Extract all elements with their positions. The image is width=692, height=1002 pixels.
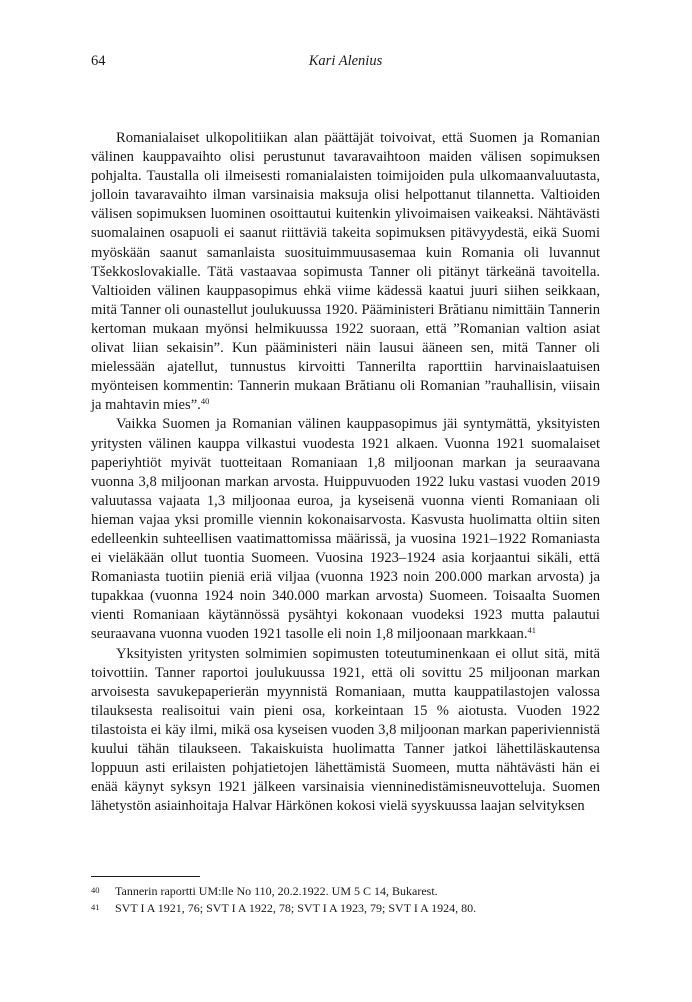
- running-title-author: Kari Alenius: [308, 53, 383, 69]
- paragraph: [91, 129, 600, 415]
- footnote-reference: 40: [200, 396, 210, 407]
- footnote: [91, 900, 600, 917]
- footnote-text: SVT I A 1921, 76; SVT I A 1922, 78; SVT I A 1923, 79; SVT I A 1924, 80.: [115, 901, 477, 915]
- footnote-reference: 41: [527, 625, 536, 636]
- paragraph-text: Romanialaiset ulkopolitiikan alan päättäjät toivoivat, että Suomen ja Romanian välinen kauppavaihto olisi perustunut tavaravaihtoon maiden välisen sopimuksen pohjalta. Taustalla oli ilmeisesti romanialaisten toimijoiden pula ulkomaanvaluutasta, jolloin tavaravaihto ilman varsinaisia maksuja olisi helpottanut tilannetta. Valtioiden välisen sopimuksen luominen osoittautui kuitenkin ylivoimaisen vaikeaksi. Nähtävästi suomalainen osapuoli ei saanut riittäviä takeita sopimuksen pitävyydestä, eikä Suomi myöskään saanut samanlaista suosituimmuusasemaa kuin Romania oli luvannut Tšekkoslovakialle. Tätä vastaavaa sopimusta Tanner oli pitänyt tärkeänä tavoitella. Valtioiden välinen kauppasopimus ehkä viime kädessä kaatui juuri siihen seikkaan, mitä Tanner oli ounastellut joulukuussa 1920. Pääministeri Brătianu nimittäin Tannerin kertoman mukaan myönsi helmikuussa 1922 suoraan, että ”Romanian valtion asiat olivat liian sekaisin”. Kun pääministeri näin lausui ääneen sen, mitä Tanner oli mielessään ajatellut, tunnustus kirvoitti Tannerilta raporttiin harvinaislaatuisen myönteisen kommentin: Tannerin mukaan Brătianu oli Romanian ”rauhallisin, viisain ja mahtavin mies”.: [91, 130, 600, 414]
- footnote-number: 40: [91, 885, 100, 895]
- paragraph: [91, 415, 600, 644]
- body-text: [91, 129, 600, 816]
- footnote: [91, 883, 600, 900]
- running-head: [91, 53, 600, 73]
- footnote-number: 41: [91, 902, 100, 912]
- paragraph-text: Vaikka Suomen ja Romanian välinen kauppasopimus jäi syntymättä, yksityisten yritysten välinen kauppa vilkastui vuodesta 1921 alkaen. Vuonna 1921 suomalaiset paperiyhtiöt myivät tuotteitaan Romaniaan 1,8 miljoonan markan ja seuraavana vuonna 3,8 miljoonan markan arvosta. Huippuvuoden 1922 luku vastasi vuoden 2019 valuutassa vajaata 1,3 miljoonaa euroa, ja kyseisenä vuonna vienti Romaniaan oli hieman vajaa yksi promille viennin kokonaisarvosta. Kasvusta huolimatta oltiin siten edelleenkin suhteellisen vaatimattomissa määrissä, ja vuosina 1921–1922 Romaniasta ei vieläkään ollut tuontia Suomeen. Vuosina 1923–1924 asia korjaantui sikäli, että Romaniasta tuotiin pieniä eriä viljaa (vuonna 1923 noin 200.000 markan arvosta) ja tupakkaa (vuonna 1924 noin 340.000 markan arvosta) Suomeen. Toisaalta Suomen vienti Romaniaan käytännössä pysähtyi kokonaan vuodeksi 1923 mutta palautui seuraavana vuonna vuoden 1921 tasolle eli noin 1,8 miljoonaan markkaan.: [91, 416, 600, 643]
- paragraph-text: Yksityisten yritysten solmimien sopimusten toteutuminenkaan ei ollut sitä, mitä toivottiin. Tanner raportoi joulukuussa 1921, että oli sovittu 25 miljoonan markan arvoisesta savukepaperierän myynnistä Romaniaan, mutta kauppatilastojen valossa tilauksesta realisoitui vain pieni osa, korkeintaan 15 % aiotusta. Vuoden 1922 tilastoista ei käy ilmi, mikä osa kyseisen vuoden 3,8 miljoonan markan paperiviennistä kuului tähän tilaukseen. Takaiskuista huolimatta Tanner jatkoi lähettiläskautensa loppuun asti erilaisten pohjatietojen lähettämistä Suomeen, mutta nähtävästi hän ei enää käynyt syksyn 1921 jälkeen varsinaisia vienninedistämisneuvotteluja. Suomen lähetystön asiainhoitaja Halvar Härkönen kokosi vielä syyskuussa laajan selvityksen: [91, 645, 600, 815]
- footnotes: [91, 883, 600, 917]
- footnote-text: Tannerin raportti UM:lle No 110, 20.2.1922. UM 5 C 14, Bukarest.: [115, 884, 438, 898]
- footnote-separator: [91, 876, 200, 877]
- paragraph: [91, 645, 600, 817]
- page-number: 64: [91, 53, 106, 69]
